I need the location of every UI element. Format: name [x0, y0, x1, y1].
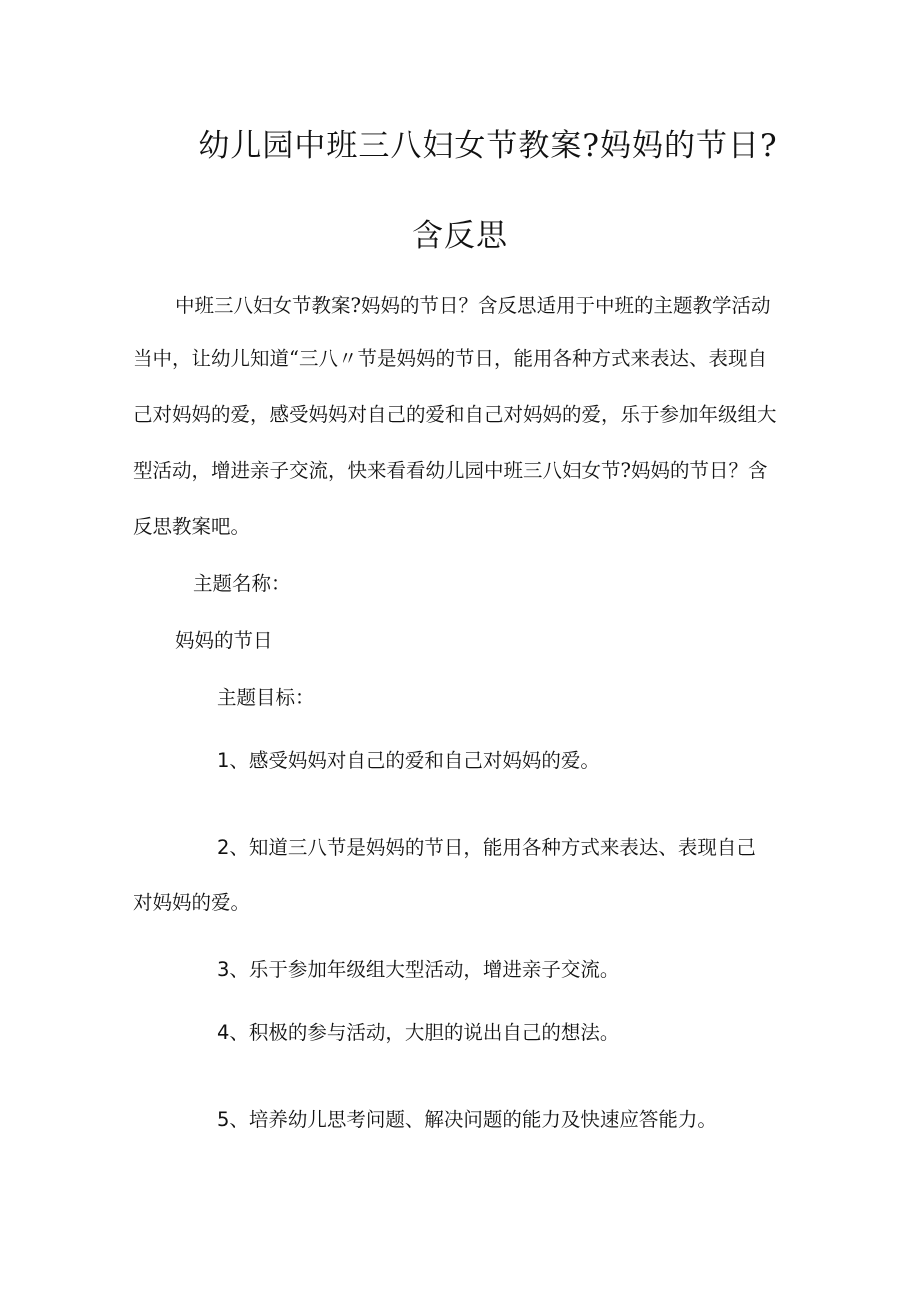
goal-item-3	[217, 954, 619, 982]
intro-line-2: 当中，让幼儿知道“三八〃节是妈妈的节日，能用各种方式来表达、表现自	[133, 347, 767, 370]
goal-text: 、感受妈妈对自己的爱和自己对妈妈的爱。	[229, 749, 600, 772]
goal-number: 5	[217, 1108, 230, 1131]
theme-name-label: 主题名称：	[193, 572, 291, 595]
theme-name: 妈妈的节日	[175, 629, 273, 652]
goal-text: 、培养幼儿思考问题、解决问题的能力及快速应答能力。	[229, 1108, 717, 1131]
goal-number: 1	[217, 749, 230, 772]
intro-line-4: 型活动，增进亲子交流，快来看看幼儿园中班三八妇女节?妈妈的节日？含	[133, 459, 768, 482]
goal-number: 3	[217, 958, 230, 981]
goal-item-4	[217, 1017, 619, 1045]
goal-text: 、积极的参与活动，大胆的说出自己的想法。	[229, 1021, 620, 1044]
goal-text: 、知道三八节是妈妈的节日，能用各种方式来表达、表现自己	[229, 836, 756, 859]
goal-text: 对妈妈的爱。	[133, 891, 251, 914]
goal-item-5	[217, 1104, 717, 1132]
goal-number: 2	[217, 836, 230, 859]
intro-line-1: 中班三八妇女节教案?妈妈的节日？含反思适用于中班的主题教学活动	[175, 294, 771, 317]
goal-number: 4	[217, 1021, 230, 1044]
theme-goals-label: 主题目标：	[217, 686, 315, 709]
goal-item-2-continued	[133, 887, 250, 915]
intro-line-5: 反思教案吧。	[133, 515, 251, 538]
goal-item-2	[217, 832, 756, 860]
goal-text: 、乐于参加年级组大型活动，增进亲子交流。	[229, 958, 620, 981]
intro-line-3: 己对妈妈的爱，感受妈妈对自己的爱和自己对妈妈的爱，乐于参加年级组大	[133, 403, 777, 426]
document-title-line-2: 含反思	[412, 218, 508, 254]
document-title-line-1: 幼儿园中班三八妇女节教案?妈妈的节日?	[198, 128, 778, 164]
goal-item-1	[217, 745, 600, 773]
